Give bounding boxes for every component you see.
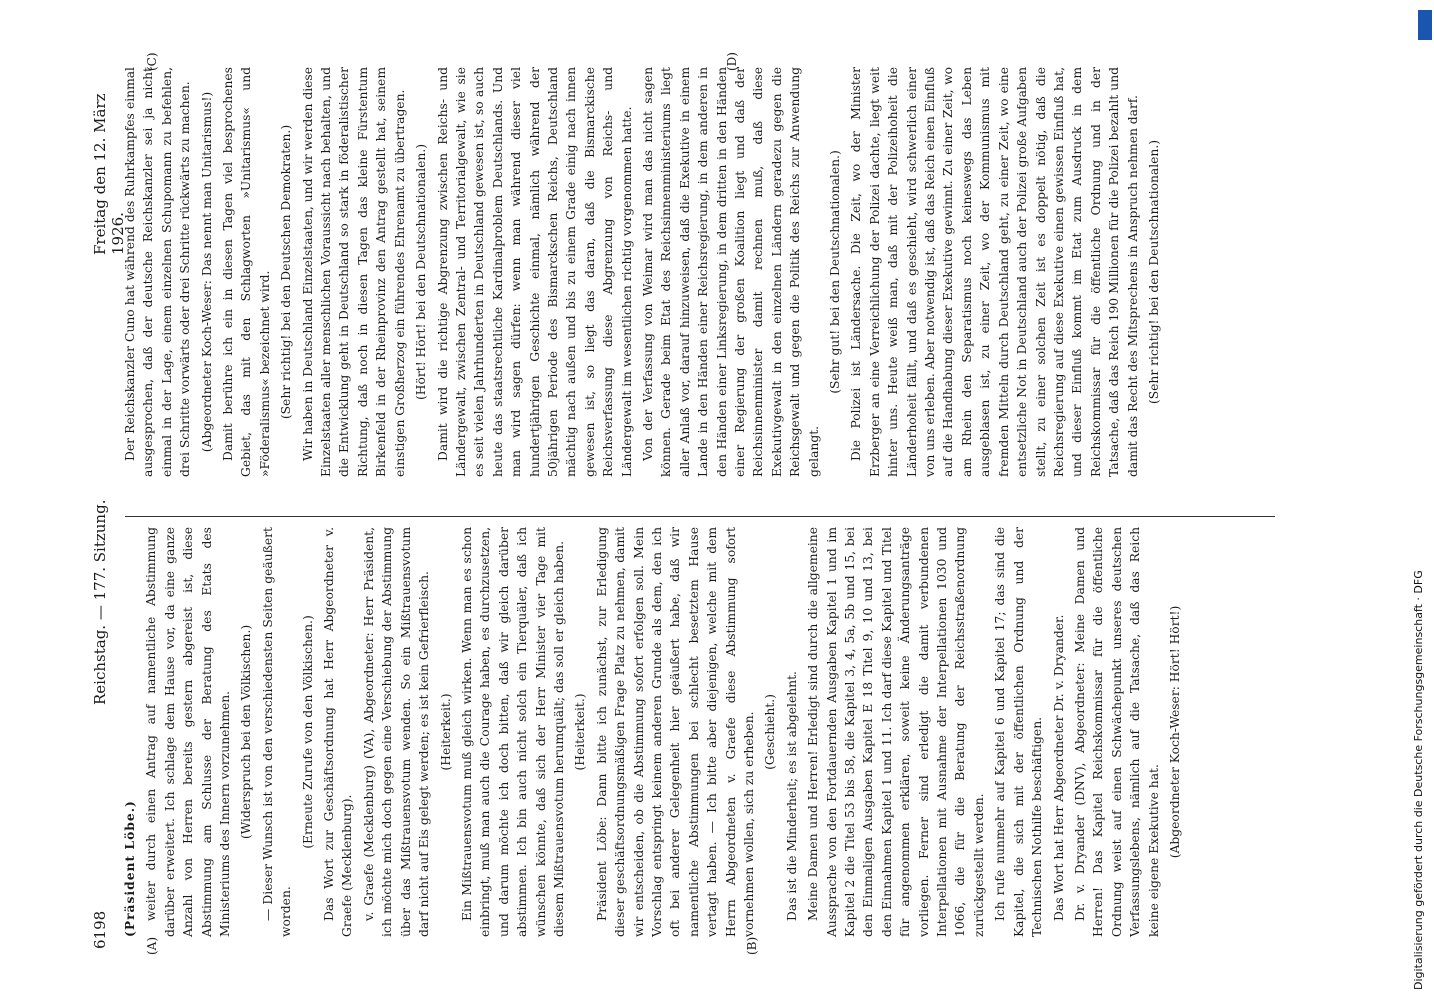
left-paragraph: Ein Mißtrauensvotum muß gleich wirken. Wenn man es schon einbringt, muß man auch die Courage haben, es durchzusetzen, und darum möchte ich doch bitten, daß wir gleich darüber abstimmen. Ich bin auch nicht solch ein Tierquäler, daß ich wünschen könnte, daß sich der Herr Minister vier Tage mit diesem Mißtrauensvotum herumquält; das soll er gleich haben. <box>459 527 566 937</box>
left-speaker-heading: (Präsident Löbe.) <box>122 800 137 937</box>
left-paragraph: Das ist die Minderheit; es ist abgelehnt. <box>784 671 799 921</box>
right-paragraph: Wir haben in Deutschland Einzelstaaten, und wir werden diese Einzelstaaten aller menschlichen Voraussicht nach behalten, und die Entwicklung geht in Deutschland so stark in föderalistischer Richtung, daß noch in diesen Tagen das kleine Fürstentum Birkenfeld in der Rheinprovinz den Antrag gestellt hat, seinem einstigen Großherzog ein führendes Ehrenamt zu übertragen. <box>300 67 407 477</box>
left-paragraph: Ich rufe nunmehr auf Kapitel 6 und Kapitel 17; das sind die Kapitel, die sich mit der öffentlichen Ordnung und der Technischen Nothilfe beschäftigen. <box>993 527 1045 937</box>
left-interjection: (Widerspruch bei den Völkischen.) <box>239 624 254 840</box>
right-column <box>85 52 1315 507</box>
left-interjection: (Erneute Zurufe von den Völkischen.) <box>300 615 315 849</box>
right-interjection: (Sehr richtig! bei den Deutschen Demokraten.) <box>279 124 294 420</box>
right-column-text <box>121 67 1166 477</box>
left-paragraph: v. Graefe (Mecklenburg) (VA), Abgeordneter: Herr Präsident, ich möchte mich doch gegen eine Verschiebung der Abstimmung über das Mißtrauensvotum wenden. So ein Mißtrauensvotum darf nicht auf Eis gelegt werden; es ist kein Gefrierfleisch. <box>361 527 432 937</box>
left-paragraph: Das Wort zur Geschäftsordnung hat Herr Abgeordneter v. Graefe (Mecklenburg). <box>322 527 355 937</box>
left-paragraph: weiter durch einen Antrag auf namentliche Abstimmung darüber erweitert. Ich schlage dem Hause vor, da eine ganze Anzahl von Herren bereits gestern abgereist ist, diese Abstimmung am Schlusse der Beratung des Etats des Ministeriums des Innern vorzunehmen. <box>144 527 233 937</box>
left-paragraph: Meine Damen und Herren! Erledigt sind durch die allgemeine Aussprache von den Fortdauernden Ausgaben Kapitel 1 und im Kapitel 2 die Titel 53 bis 58, die Kapitel 3, 4, 5a, 5b und 15, bei den Einmaligen Ausgaben Kapitel E 18 Titel 9, 10 und 13, bei den Einnahmen Kapitel 1 und 11. Ich darf diese Kapitel und Titel für angenommen erklären, soweit keine Änderungsanträge vorliegen. Ferner sind erledigt die damit verbundenen Interpellationen mit Ausnahme der Interpellationen 1030 und 1066, die für die Beratung der Reichsstraßenordnung zurückgestellt werden. <box>806 527 986 937</box>
left-paragraph: Das Wort hat Herr Abgeordneter Dr. v. Dryander. <box>1051 614 1066 921</box>
left-interjection: (Geschieht.) <box>763 694 778 770</box>
right-interjection: (Sehr richtig! bei den Deutschnationalen.) <box>1146 139 1161 405</box>
session-date: Freitag den 12. März 1926. <box>91 93 127 255</box>
right-paragraph: Der Reichskanzler Cuno hat während des Ruhrkampfes einmal ausgesprochen, daß der deutsche Reichskanzler sei ja nicht einmal in der Lage, einem einzelnen Schupomann zu befehlen, drei Schritte vorwärts oder drei Schritte rückwärts zu machen. <box>123 67 193 477</box>
margin-marker-a: (A) <box>145 936 159 955</box>
right-paragraph: Die Polizei ist Ländersache. Die Zeit, wo der Minister Erzberger an eine Verreichlichung der Polizei dachte, liegt weit hinter uns. Heute weiß man, daß mit der Polizeihoheit die Länderhoheit fällt, und daß es geschieht, wird schwerlich einer von uns erleben. Aber notwendig ist, daß das Reich einen Einfluß auf die Handhabung dieser Exekutive gewinnt. Zu einer Zeit, wo am Rhein den Separatismus noch keineswegs das Leben ausgeblasen ist, zu einer Zeit, wo der Kommunismus mit fremden Mitteln durch Deutschland geht, zu einer Zeit, wo eine entsetzliche Not in Deutschland auch der Polizei große Aufgaben stellt, zu einer solchen Zeit ist es doppelt nötig, daß die Reichsregierung auf diese Exekutive einen gewissen Einfluß hat, und dieser Einfluß kommt im Etat zum Ausdruck in dem Reichskommissar für die öffentliche Ordnung und in der Tatsache, daß das Reich 190 Millionen für die Polizei bezahlt und damit das Recht des Mitsprechens in Anspruch nehmen darf. <box>849 67 1140 477</box>
right-paragraph: Von der Verfassung von Weimar wird man das nicht sagen können. Gerade beim Etat des Reichsinnenministeriums liegt aller Anlaß vor, darauf hinzuweisen, daß die Exekutive in einem Lande in den Händen einer Reichsregierung, in dem anderen in den Händen einer Linksregierung, in dem dritten in den Händen einer Regierung der großen Koalition liegt und daß der Reichsinnenminister damit rechnen muß, daß diese Exekutivgewalt in den einzelnen Ländern geradezu gegen die Reichsgewalt und gegen die Politik des Reichs zur Anwendung gelangt. <box>640 67 821 477</box>
session-title: Reichstag. — 177. Sitzung. <box>91 499 109 705</box>
margin-marker-c: (C) <box>145 52 159 71</box>
digitization-credit: Digitalisierung gefördert durch die Deutsche Forschungsgemeinschaft · DFG <box>1412 570 1425 990</box>
right-paragraph: Damit berühre ich ein in diesen Tagen viel besprochenes Gebiet, das mit den Schlagworten »Unitarismus« und »Föderalismus« bezeichnet wird. <box>221 67 272 477</box>
left-interjection: (Heiterkeit.) <box>438 693 453 771</box>
left-interjection: (Abgeordneter Koch-Weser: Hört! Hört!) <box>1167 605 1182 859</box>
rotated-document-page <box>85 52 1315 955</box>
left-paragraph: Präsident Löbe: Dann bitte ich zunächst, zur Erledigung dieser geschäftsordnungsmäßigen Frage Platz zu nehmen, damit wir entscheiden, ob die Abstimmung sofort erfolgen soll. Mein Vorschlag entspringt keinem anderen Grunde als dem, den ich oft bei anderer Gelegenheit hier geäußert habe, daß wir namentliche Abstimmungen bei schlecht besetztem Hause vertagt haben. — Ich bitte aber diejenigen, welche mit dem Herrn Abgeordneten v. Graefe diese Abstimmung sofort vornehmen wollen, sich zu erheben. <box>594 527 756 937</box>
page-number: 6198 <box>91 910 109 949</box>
right-interjection: (Sehr gut! bei den Deutschnationalen.) <box>828 150 843 394</box>
left-column <box>85 525 1315 955</box>
left-paragraph: — Dieser Wunsch ist von den verschiedensten Seiten geäußert worden. <box>260 527 294 937</box>
left-column-text <box>121 527 1187 937</box>
left-interjection: (Heiterkeit.) <box>573 693 588 771</box>
margin-marker-b: (B) <box>745 936 759 955</box>
right-interjection: (Abgeordneter Koch-Weser: Das nennt man Unitarismus!) <box>199 91 214 453</box>
dfg-logo <box>1418 10 1432 40</box>
margin-marker-d: (D) <box>725 52 739 71</box>
right-paragraph: Damit wird die richtige Abgrenzung zwischen Reichs- und Ländergewalt, zwischen Zentral- und Territorialgewalt, wie sie es seit vielen Jahrhunderten in Deutschland gewesen ist, so auch heute das staatsrechtliche Kardinalproblem Deutschlands. Und man wird sagen dürfen: wenn man während dieser viel hundertjährigen Geschichte einmal, nämlich während der 50jährigen Periode des Bismarckschen Reichs, Deutschland mächtig nach außen und bis zu einem Grade einig nach innen gewesen ist, so liegt das daran, daß die Bismarckische Reichsverfassung diese Abgrenzung von Reichs- und Ländergewalt im wesentlichen richtig vorgenommen hatte. <box>435 67 634 477</box>
right-interjection: (Hört! Hört! bei den Deutschnationalen.) <box>414 143 429 401</box>
left-paragraph: Dr. v. Dryander (DNV), Abgeordneter: Meine Damen und Herren! Das Kapitel Reichskommissar für die öffentliche Ordnung weist auf einen Schwächepunkt unseres deutschen Verfassungslebens, nämlich auf die Tatsache, daß das Reich keine eigene Exekutive hat. <box>1072 527 1161 937</box>
column-divider <box>125 516 1275 517</box>
